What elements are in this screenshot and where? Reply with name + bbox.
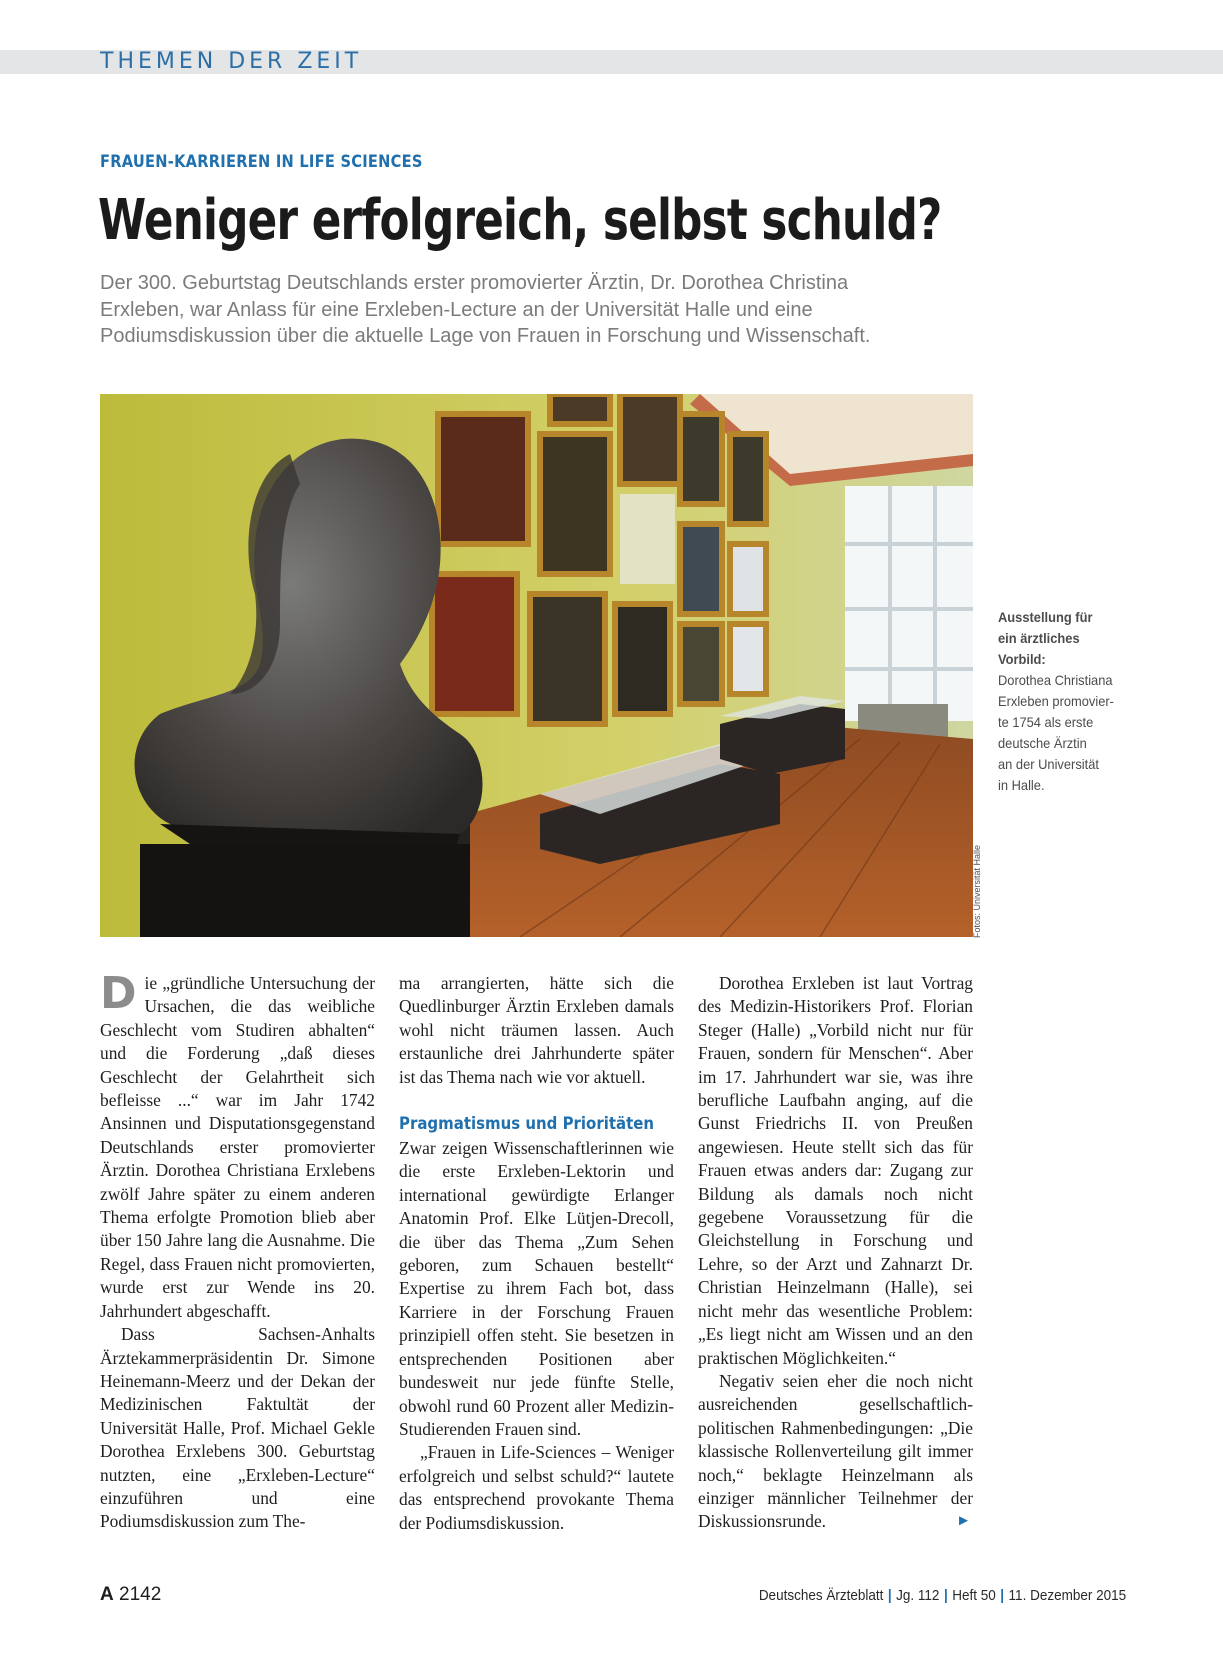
paragraph-text: Negativ seien eher die noch nicht ausreichenden gesellschaftlich-politischen Rahmenbedingungen: „Die klassische Rollenverteilung gilt immer noch,“ beklagte Heinzelmann als einziger männlicher Teilnehmer der Diskussionsrunde. [698, 1370, 973, 1532]
drop-cap: D [100, 968, 137, 1019]
exhibition-photo [100, 394, 973, 937]
caption-line: Dorothea Christiana [998, 672, 1113, 688]
lead-line: Podiumsdiskussion über die aktuelle Lage von Frauen in Forschung und Wissenschaft. [100, 325, 871, 347]
kicker: FRAUEN-KARRIEREN IN LIFE SCIENCES [100, 152, 423, 172]
separator: | [887, 1587, 892, 1604]
journal-date: 11. Dezember 2015 [1008, 1587, 1126, 1604]
lead-line: Der 300. Geburtstag Deutschlands erster promovierter Ärztin, Dr. Dorothea Christina [100, 272, 849, 294]
subheading: Pragmatismus und Prioritäten [399, 1114, 655, 1135]
lead-line: Erxleben, war Anlass für eine Erxleben-Lecture an der Universität Halle und eine [100, 298, 813, 321]
paragraph: Zwar zeigen Wissenschaftlerinnen wie die erste Erxleben-Lektorin und international gewürdigte Erlanger Anatomin Prof. Elke Lütjen-Drecoll, die über das Thema „Zum Sehen geboren, zum Schauen bestellt“ Expertise zu ihrem Fach bot, dass Karriere in der Forschung Frauen prinzipiell offen steht. Sie besetzen in entsprechenden Positionen aber bundesweit nur jede fünfte Stelle, obwohl rund 60 Prozent aller Medizin-Studierenden Frauen sind. [399, 1138, 674, 1439]
paragraph: Dass Sachsen-Anhalts Ärztekammerpräsidentin Dr. Simone Heinemann-Meerz und der Dekan der Medizinischen Faktultät der Universität Halle, Prof. Michael Gekle Dorothea Erxlebens 300. Geburtstag nutzten, eine „Erxleben-Lecture“ einzuführen und eine Podiumsdiskussion zum The- [100, 1324, 375, 1532]
caption-title [998, 607, 1154, 670]
paragraph: ma arrangierten, hätte sich die Quedlinburger Ärztin Erxleben damals wohl nicht träumen lassen. Auch erstaunliche drei Jahrhunderte später ist das Thema nach wie vor aktuell. [399, 973, 674, 1087]
photo-illustration [100, 394, 973, 937]
journal-footer [759, 1587, 1126, 1604]
page-number [100, 1584, 161, 1606]
separator: | [1000, 1587, 1004, 1604]
article-column-2 [399, 972, 674, 1535]
section-title: THEMEN DER ZEIT [100, 49, 363, 74]
caption-line: Erxleben promovier- [998, 693, 1114, 709]
journal-name: Deutsches Ärzteblatt [758, 1587, 884, 1604]
caption-title-line: ein ärztliches [998, 630, 1080, 646]
page-prefix: A [100, 1584, 114, 1605]
caption-line: an der Universität [998, 756, 1099, 772]
paragraph-text: ie „gründliche Untersuchung der Ursachen, die das weibliche Geschlecht vom Studiren abhalten“ und die Forderung „daß dieses Geschlecht der Gelahrtheit sich befleisse ...“ war im Jahr 1742 Ansinnen und Disputationsgegenstand Deutschlands erster promovierter Ärztin. Dorothea Christiana Erxlebens zwölf Jahre später zu einem anderen Thema erfolgte Promotion blieb aber über 150 Jahre lang die Ausnahme. Die Regel, dass Frauen nicht promovierten, wurde erst zur Wende ins 20. Jahrhundert abgeschafft. [100, 973, 375, 1321]
article-column-3 [698, 972, 973, 1534]
headline: Weniger erfolgreich, selbst schuld? [98, 188, 942, 253]
paragraph [100, 968, 375, 1323]
caption-line: te 1754 als erste [998, 714, 1094, 730]
separator: | [943, 1587, 948, 1604]
paragraph [698, 1370, 973, 1534]
journal-volume: Jg. 112 [896, 1587, 940, 1604]
photo-caption [998, 607, 1154, 796]
page-number-value: 2142 [119, 1584, 162, 1605]
journal-issue: Heft 50 [952, 1587, 996, 1604]
article-column-1 [100, 968, 375, 1534]
paragraph: Dorothea Erxleben ist laut Vortrag des Medizin-Historikers Prof. Florian Steger (Halle) „Vorbild nicht nur für Frauen, sondern für Menschen“. Aber im 17. Jahrhundert war sie, was ihre berufliche Laufbahn anging, auf die Gunst Friedrichs II. von Preußen angewiesen. Heute stellt sich das für Frauen etwas anders dar: Zugang zur Bildung als damals noch nicht gegebene Voraussetzung für die Gleichstellung in Forschung und Lehre, so der Arzt und Zahnarzt Dr. Christian Heinzelmann (Halle), sei nicht mehr das wesentliche Problem: „Es liegt nicht am Wissen und an den praktischen Möglichkeiten.“ [698, 973, 973, 1368]
caption-line: in Halle. [998, 777, 1045, 793]
caption-title-line: Ausstellung für [998, 609, 1093, 625]
caption-title-line: Vorbild: [998, 651, 1046, 667]
caption-line: deutsche Ärztin [998, 735, 1087, 751]
paragraph: „Frauen in Life-Sciences – Weniger erfolgreich und selbst schuld?“ lautete das entsprechend provokante Thema der Podiumsdiskussion. [399, 1442, 674, 1533]
photo-credit: Fotos: Universität Halle [972, 844, 982, 938]
lead-paragraph [100, 270, 1000, 350]
continue-arrow-icon: ► [956, 1513, 971, 1530]
section-band [0, 50, 1223, 74]
